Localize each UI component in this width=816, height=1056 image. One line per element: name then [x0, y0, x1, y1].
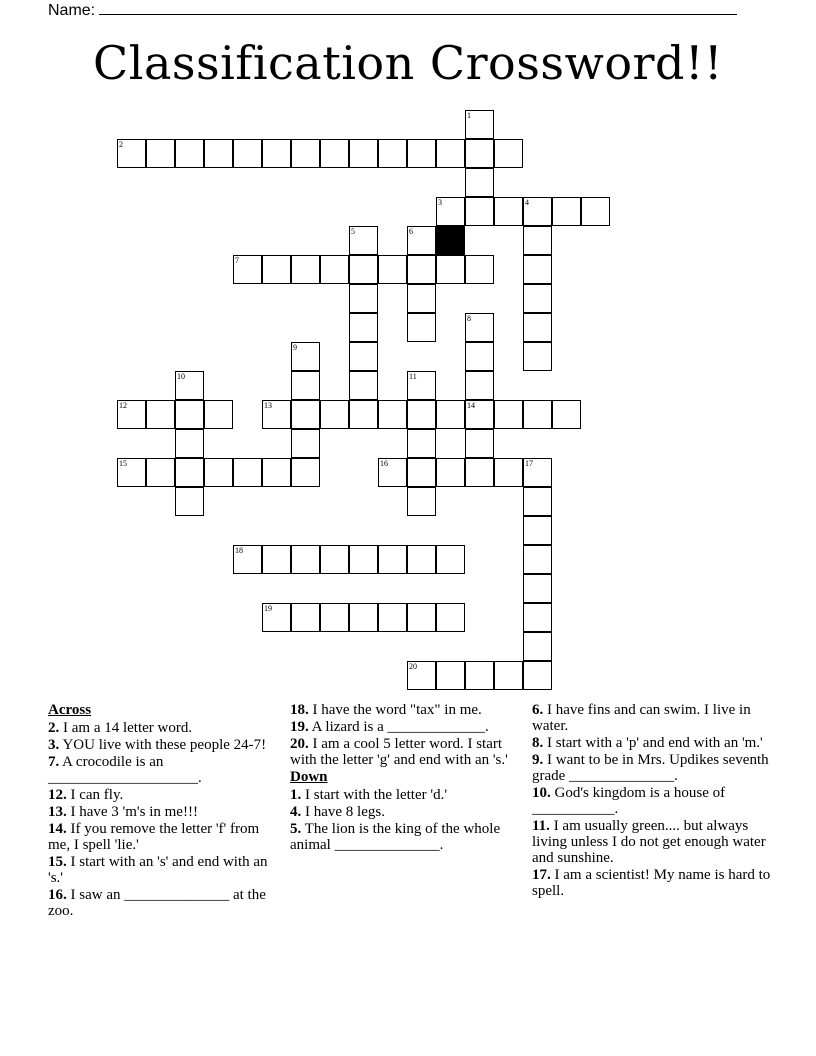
- across-clue: [48, 737, 280, 753]
- clue-number-label: 19.: [290, 719, 309, 735]
- clue-number-label: 9.: [532, 752, 544, 768]
- crossword-cell[interactable]: [581, 197, 610, 226]
- crossword-cell[interactable]: [407, 487, 436, 516]
- clue-text: I have 3 'm's in me!!!: [66, 804, 198, 820]
- clue-number: 12: [119, 401, 127, 410]
- crossword-cell[interactable]: [378, 139, 407, 168]
- clue-number: 5: [351, 227, 355, 236]
- clue-number: 8: [467, 314, 471, 323]
- crossword-cell[interactable]: [320, 603, 349, 632]
- clue-text: I am a scientist! My name is hard to spell.: [532, 867, 771, 899]
- clue-text: I start with the letter 'd.': [301, 787, 448, 803]
- crossword-cell[interactable]: [262, 603, 291, 632]
- clue-number-label: 16.: [48, 887, 67, 903]
- crossword-cell[interactable]: [378, 458, 407, 487]
- crossword-cell[interactable]: [494, 400, 523, 429]
- crossword-cell[interactable]: [465, 400, 494, 429]
- crossword-cell[interactable]: [465, 371, 494, 400]
- clue-number: 9: [293, 343, 297, 352]
- clue-number: 6: [409, 227, 413, 236]
- crossword-cell[interactable]: [407, 545, 436, 574]
- clue-number-label: 8.: [532, 735, 544, 751]
- crossword-cell[interactable]: [262, 139, 291, 168]
- crossword-cell[interactable]: [436, 545, 465, 574]
- crossword-cell[interactable]: [407, 226, 436, 255]
- crossword-cell[interactable]: [465, 168, 494, 197]
- crossword-cell[interactable]: [233, 458, 262, 487]
- crossword-cell[interactable]: [523, 342, 552, 371]
- across-clue: [48, 854, 280, 886]
- crossword-cell[interactable]: [407, 603, 436, 632]
- crossword-cell[interactable]: [349, 371, 378, 400]
- crossword-cell[interactable]: [436, 139, 465, 168]
- crossword-cell[interactable]: [291, 139, 320, 168]
- clue-text: I am a 14 letter word.: [59, 720, 193, 736]
- crossword-cell[interactable]: [465, 429, 494, 458]
- clues-column-1: [48, 702, 280, 920]
- across-clue: [48, 720, 280, 736]
- crossword-cell[interactable]: [494, 139, 523, 168]
- down-clue: [532, 867, 772, 899]
- across-clue: [290, 702, 512, 718]
- down-clue: [290, 787, 512, 803]
- clue-text: I saw an ______________ at the zoo.: [48, 887, 266, 919]
- crossword-cell[interactable]: [523, 458, 552, 487]
- crossword-cell[interactable]: [117, 458, 146, 487]
- crossword-cell[interactable]: [436, 197, 465, 226]
- down-clue: [532, 735, 772, 751]
- clue-number-label: 10.: [532, 785, 551, 801]
- clue-number-label: 20.: [290, 736, 309, 752]
- crossword-cell[interactable]: [320, 139, 349, 168]
- crossword-cell[interactable]: [349, 603, 378, 632]
- clue-number: 15: [119, 459, 127, 468]
- crossword-cell[interactable]: [291, 255, 320, 284]
- name-label: Name:: [48, 2, 96, 19]
- crossword-cell[interactable]: [233, 139, 262, 168]
- black-square: [436, 226, 465, 255]
- clue-number-label: 3.: [48, 737, 60, 753]
- crossword-cell[interactable]: [262, 458, 291, 487]
- crossword-cell[interactable]: [523, 197, 552, 226]
- crossword-cell[interactable]: [204, 458, 233, 487]
- clue-number: 20: [409, 662, 417, 671]
- across-clue: [48, 787, 280, 803]
- crossword-cell[interactable]: [175, 371, 204, 400]
- clue-number: 1: [467, 111, 471, 120]
- clue-text: A lizard is a _____________.: [308, 719, 489, 735]
- crossword-cell[interactable]: [291, 342, 320, 371]
- down-clue: [290, 821, 512, 853]
- crossword-cell[interactable]: [407, 429, 436, 458]
- clue-number: 17: [525, 459, 533, 468]
- crossword-cell[interactable]: [407, 255, 436, 284]
- clue-text: I want to be in Mrs. Updikes seventh grade ______________.: [532, 752, 769, 784]
- clue-number: 14: [467, 401, 475, 410]
- crossword-cell[interactable]: [465, 661, 494, 690]
- clue-number-label: 17.: [532, 867, 551, 883]
- crossword-cell[interactable]: [494, 458, 523, 487]
- crossword-cell[interactable]: [523, 545, 552, 574]
- across-clue: [290, 719, 512, 735]
- crossword-cell[interactable]: [320, 545, 349, 574]
- crossword-cell[interactable]: [407, 284, 436, 313]
- clue-number: 2: [119, 140, 123, 149]
- clue-number: 10: [177, 372, 185, 381]
- crossword-cell[interactable]: [262, 255, 291, 284]
- clue-text: A crocodile is an ____________________.: [48, 754, 202, 786]
- clue-text: If you remove the letter 'f' from me, I spell 'lie.': [48, 821, 260, 853]
- crossword-cell[interactable]: [349, 139, 378, 168]
- crossword-cell[interactable]: [523, 632, 552, 661]
- crossword-cell[interactable]: [523, 574, 552, 603]
- crossword-cell[interactable]: [146, 458, 175, 487]
- down-clue: [532, 785, 772, 817]
- crossword-cell[interactable]: [465, 255, 494, 284]
- crossword-cell[interactable]: [117, 400, 146, 429]
- crossword-cell[interactable]: [291, 429, 320, 458]
- crossword-cell[interactable]: [349, 255, 378, 284]
- page-title: Classification Crossword!!: [93, 36, 723, 90]
- across-heading: Across: [48, 702, 92, 718]
- clue-text: I am usually green.... but always living unless I do not get enough water and sunshine.: [532, 818, 766, 866]
- crossword-cell[interactable]: [523, 400, 552, 429]
- crossword-cell[interactable]: [175, 139, 204, 168]
- crossword-cell[interactable]: [436, 458, 465, 487]
- clue-text: God's kingdom is a house of ___________.: [532, 785, 726, 817]
- crossword-cell[interactable]: [175, 429, 204, 458]
- clue-text: I have fins and can swim. I live in water.: [532, 702, 751, 734]
- crossword-cell[interactable]: [407, 313, 436, 342]
- crossword-cell[interactable]: [349, 226, 378, 255]
- crossword-cell[interactable]: [146, 400, 175, 429]
- clue-text: I have 8 legs.: [301, 804, 385, 820]
- crossword-cell[interactable]: [320, 255, 349, 284]
- crossword-cell[interactable]: [291, 371, 320, 400]
- crossword-cell[interactable]: [349, 313, 378, 342]
- crossword-cell[interactable]: [407, 400, 436, 429]
- clue-number: 7: [235, 256, 239, 265]
- clue-number-label: 15.: [48, 854, 67, 870]
- crossword-cell[interactable]: [291, 400, 320, 429]
- crossword-cell[interactable]: [523, 284, 552, 313]
- crossword-cell[interactable]: [320, 400, 349, 429]
- crossword-cell[interactable]: [349, 342, 378, 371]
- crossword-cell[interactable]: [146, 139, 175, 168]
- clue-text: The lion is the king of the whole animal ______________.: [290, 821, 501, 853]
- crossword-cell[interactable]: [494, 197, 523, 226]
- crossword-cell[interactable]: [233, 545, 262, 574]
- crossword-cell[interactable]: [291, 603, 320, 632]
- crossword-cell[interactable]: [523, 226, 552, 255]
- across-clue: [48, 804, 280, 820]
- clue-number-label: 1.: [290, 787, 302, 803]
- crossword-cell[interactable]: [233, 255, 262, 284]
- clues-column-2: [290, 702, 512, 854]
- crossword-cell[interactable]: [407, 661, 436, 690]
- crossword-cell[interactable]: [436, 400, 465, 429]
- crossword-cell[interactable]: [378, 603, 407, 632]
- clue-number-label: 14.: [48, 821, 67, 837]
- clue-number-label: 18.: [290, 702, 309, 718]
- crossword-cell[interactable]: [175, 400, 204, 429]
- clue-number: 3: [438, 198, 442, 207]
- crossword-cell[interactable]: [407, 139, 436, 168]
- crossword-cell[interactable]: [523, 516, 552, 545]
- crossword-cell[interactable]: [465, 197, 494, 226]
- across-clue: [48, 821, 280, 853]
- crossword-cell[interactable]: [349, 545, 378, 574]
- clue-number: 4: [525, 198, 529, 207]
- crossword-cell[interactable]: [523, 313, 552, 342]
- crossword-cell[interactable]: [204, 400, 233, 429]
- clue-number: 19: [264, 604, 272, 613]
- crossword-cell[interactable]: [262, 400, 291, 429]
- crossword-cell[interactable]: [436, 603, 465, 632]
- crossword-cell[interactable]: [465, 458, 494, 487]
- clue-number: 18: [235, 546, 243, 555]
- crossword-cell[interactable]: [465, 110, 494, 139]
- down-clue: [532, 752, 772, 784]
- down-heading: Down: [290, 769, 328, 785]
- clue-number-label: 12.: [48, 787, 67, 803]
- clue-number-label: 2.: [48, 720, 60, 736]
- crossword-cell[interactable]: [291, 545, 320, 574]
- crossword-cell[interactable]: [523, 661, 552, 690]
- crossword-cell[interactable]: [523, 487, 552, 516]
- clue-text: I am a cool 5 letter word. I start with the letter 'g' and end with an 's.': [290, 736, 508, 768]
- crossword-cell[interactable]: [378, 545, 407, 574]
- crossword-cell[interactable]: [407, 458, 436, 487]
- crossword-cell[interactable]: [378, 400, 407, 429]
- clue-text: I can fly.: [66, 787, 124, 803]
- crossword-cell[interactable]: [291, 458, 320, 487]
- clue-number: 13: [264, 401, 272, 410]
- crossword-cell[interactable]: [349, 400, 378, 429]
- crossword-cell[interactable]: [262, 545, 291, 574]
- clue-number: 11: [409, 372, 417, 381]
- crossword-cell[interactable]: [465, 342, 494, 371]
- crossword-cell[interactable]: [436, 255, 465, 284]
- crossword-cell[interactable]: [349, 284, 378, 313]
- clue-number-label: 7.: [48, 754, 60, 770]
- crossword-cell[interactable]: [117, 139, 146, 168]
- clue-number-label: 5.: [290, 821, 302, 837]
- crossword-cell[interactable]: [175, 458, 204, 487]
- clue-number-label: 6.: [532, 702, 544, 718]
- crossword-cell[interactable]: [204, 139, 233, 168]
- clue-number-label: 11.: [532, 818, 550, 834]
- clue-number: 16: [380, 459, 388, 468]
- down-clue: [532, 702, 772, 734]
- crossword-cell[interactable]: [465, 139, 494, 168]
- crossword-cell[interactable]: [407, 371, 436, 400]
- down-clue: [532, 818, 772, 866]
- clue-text: I start with an 's' and end with an 's.': [48, 854, 268, 886]
- clue-text: YOU live with these people 24-7!: [59, 737, 267, 753]
- crossword-cell[interactable]: [175, 487, 204, 516]
- crossword-cell[interactable]: [523, 255, 552, 284]
- across-clue: [290, 736, 512, 768]
- crossword-cell[interactable]: [465, 313, 494, 342]
- crossword-cell[interactable]: [552, 400, 581, 429]
- crossword-cell[interactable]: [494, 661, 523, 690]
- clue-number-label: 4.: [290, 804, 302, 820]
- clues-column-3: [532, 702, 772, 900]
- crossword-cell[interactable]: [436, 661, 465, 690]
- across-clue: [48, 887, 280, 919]
- crossword-cell[interactable]: [523, 603, 552, 632]
- clue-text: I start with a 'p' and end with an 'm.': [543, 735, 763, 751]
- down-clue: [290, 804, 512, 820]
- crossword-cell[interactable]: [378, 255, 407, 284]
- clue-number-label: 13.: [48, 804, 67, 820]
- crossword-cell[interactable]: [552, 197, 581, 226]
- clue-text: I have the word "tax" in me.: [308, 702, 482, 718]
- across-clue: [48, 754, 280, 786]
